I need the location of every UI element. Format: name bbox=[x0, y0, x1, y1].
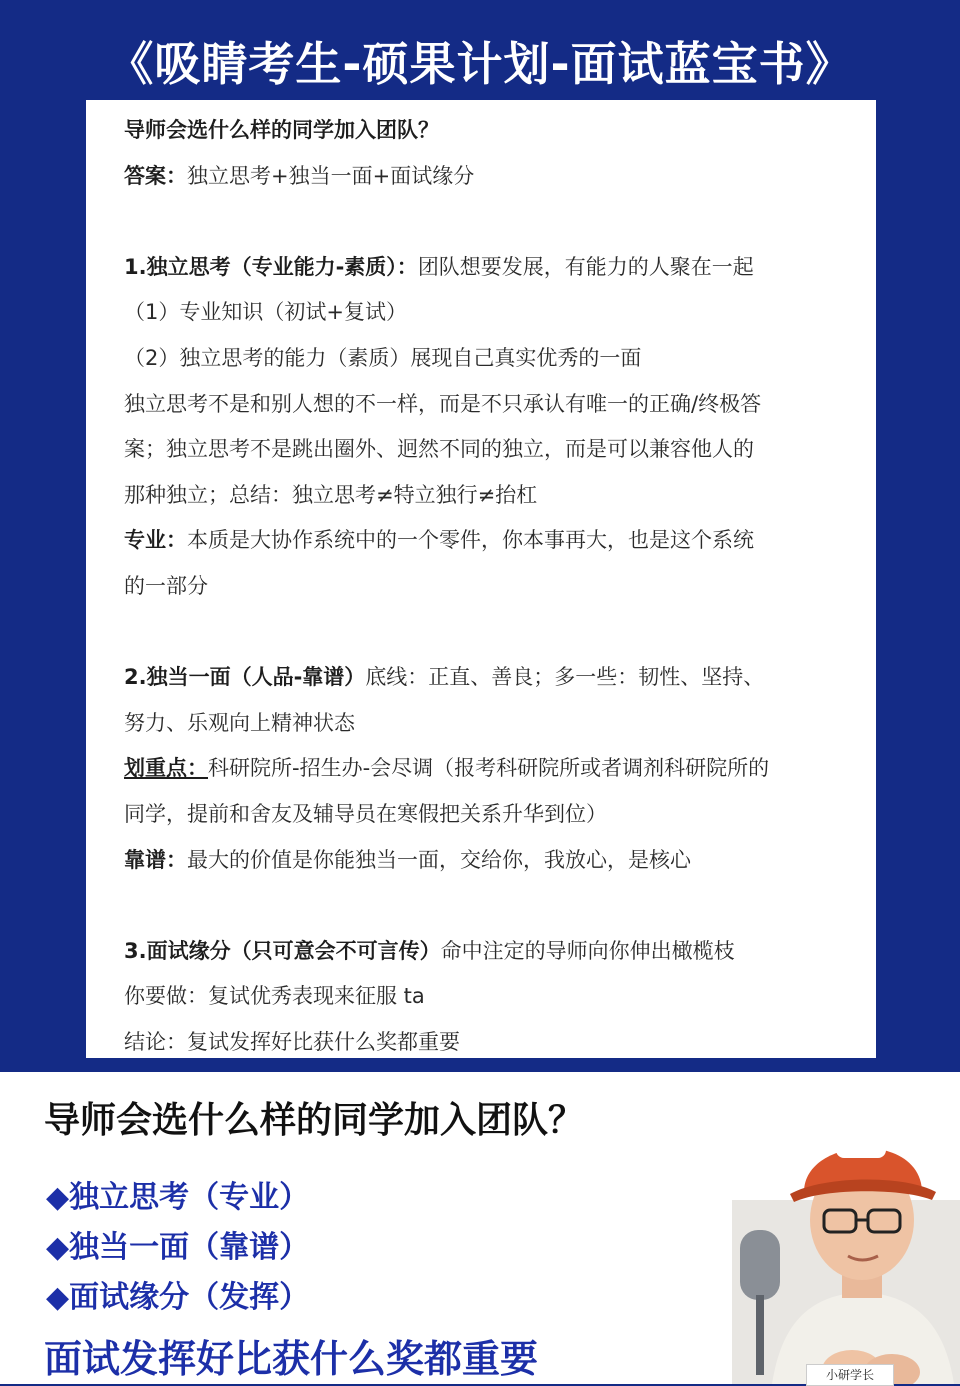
section1-professional-cont: 的一部分 bbox=[124, 573, 208, 598]
footer-question: 导师会选什么样的同学加入团队？ bbox=[44, 1100, 585, 1141]
section1-heading: 1.独立思考（专业能力-素质）：团队想要发展，有能力的人聚在一起 bbox=[124, 254, 754, 279]
presenter-avatar bbox=[732, 1080, 960, 1384]
section2-heading: 2.独当一面（人品-靠谱）底线：正直、善良；多一些：韧性、坚持、 bbox=[124, 665, 765, 690]
section2-line2: 努力、乐观向上精神状态 bbox=[124, 710, 355, 735]
presenter-illustration bbox=[732, 1080, 960, 1384]
footer-item-3: ◆面试缘分（发挥） bbox=[46, 1280, 310, 1315]
section1-para-line2: 案；独立思考不是跳出圈外、迥然不同的独立，而是可以兼容他人的 bbox=[124, 437, 754, 462]
section1-item2: （2）独立思考的能力（素质）展现自己真实优秀的一面 bbox=[124, 345, 642, 370]
section3-line3: 结论：复试发挥好比获什么奖都重要 bbox=[124, 1029, 460, 1054]
document-card bbox=[86, 100, 876, 1058]
presenter-name-tag: 小研学长 bbox=[806, 1364, 894, 1386]
section2-key-point: 划重点：科研院所-招生办-会尽调（报考科研院所或者调剂科研院所的 bbox=[124, 756, 770, 781]
section1-para-line1: 独立思考不是和别人想的不一样，而是不只承认有唯一的正确/终极答 bbox=[124, 391, 762, 416]
doc-answer: 答案：独立思考+独当一面+面试缘分 bbox=[124, 163, 475, 188]
section2-key-point-cont: 同学，提前和舍友及辅导员在寒假把关系升华到位） bbox=[124, 801, 607, 826]
page-title: 《吸睛考生-硕果计划-面试蓝宝书》 bbox=[107, 37, 853, 91]
footer-item-2: ◆独当一面（靠谱） bbox=[46, 1230, 310, 1265]
section1-professional: 专业：本质是大协作系统中的一个零件，你本事再大，也是这个系统 bbox=[124, 528, 754, 553]
section3-heading: 3.面试缘分（只可意会不可言传）命中注定的导师向你伸出橄榄枝 bbox=[124, 938, 735, 963]
section2-reliable: 靠谱：最大的价值是你能独当一面，交给你，我放心，是核心 bbox=[124, 847, 691, 872]
section1-item1: （1）专业知识（初试+复试） bbox=[124, 300, 407, 325]
footer-item-1: ◆独立思考（专业） bbox=[46, 1180, 310, 1215]
doc-question: 导师会选什么样的同学加入团队？ bbox=[124, 118, 439, 142]
section3-line2: 你要做：复试优秀表现来征服 ta bbox=[124, 984, 425, 1009]
footer-conclusion: 面试发挥好比获什么奖都重要 bbox=[44, 1337, 539, 1381]
section1-para-line3: 那种独立；总结：独立思考≠特立独行≠抬杠 bbox=[124, 482, 538, 507]
